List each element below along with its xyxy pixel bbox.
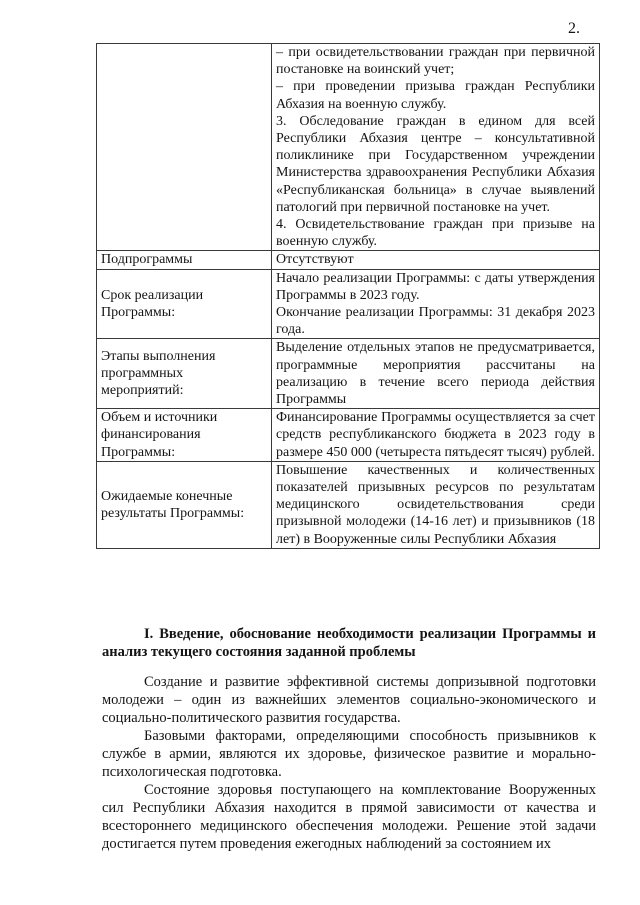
table-cell-label: Срок реализации Программы: [97, 269, 272, 339]
list-item: – при проведении призыва граждан Республики Абхазия на военную службу. [276, 79, 595, 112]
value-line: Начало реализации Программы: с даты утверждения Программы в 2023 году. [276, 270, 595, 303]
table-row [97, 409, 600, 462]
section-body [102, 667, 596, 853]
table-row [97, 269, 600, 339]
table-cell-value [272, 269, 600, 339]
section-title: I. Введение, обоснование необходимости реализации Программы и анализ текущего состояния заданной проблемы [102, 626, 596, 660]
list-item: 4. Освидетельствование граждан при призыве на военную службу. [276, 217, 595, 250]
paragraph: Состояние здоровья поступающего на комплектование Вооруженных сил Республики Абхазия находится в прямой зависимости от качества и всестороннего медицинского обеспечения молодежи. Решение этой задачи достигается путем проведения ежегодных наблюдений за состоянием их [102, 782, 596, 852]
table-row [97, 44, 600, 251]
list-item: – при освидетельствовании граждан при первичной постановке на воинский учет; [276, 45, 595, 78]
table-cell-value: Отсутствуют [272, 251, 600, 269]
value-line: Окончание реализации Программы: 31 декабря 2023 года. [276, 305, 595, 338]
table-cell-label: Ожидаемые конечные результаты Программы: [97, 461, 272, 548]
program-passport-table [96, 43, 600, 549]
paragraph: Базовыми факторами, определяющими способность призывников к службе в армии, являются их здоровье, физическое развитие и морально-психологическая подготовка. [102, 728, 596, 780]
table-row [97, 461, 600, 548]
table-cell-value [272, 44, 600, 251]
table-cell-label: Объем и источники финансирования Программы: [97, 409, 272, 462]
table-cell-value: Выделение отдельных этапов не предусматривается, программные мероприятия рассчитаны на реализацию в течение всего периода действия Программы [272, 339, 600, 409]
table-cell-value: Финансирование Программы осуществляется за счет средств республиканского бюджета в 2023 году в размере 450 000 (четыреста пятьдесят тысяч) рублей. [272, 409, 600, 462]
table-row [97, 339, 600, 409]
table-cell-value: Повышение качественных и количественных показателей призывных ресурсов по результатам медицинского освидетельствования среди призывной молодежи (14-16 лет) и призывников (18 лет) в Вооруженные силы Республики Абхазия [272, 461, 600, 548]
paragraph: Создание и развитие эффективной системы допризывной подготовки молодежи – один из важнейших элементов социально-экономического и социально-политического развития государства. [102, 674, 596, 726]
table-cell-label-empty [97, 44, 272, 251]
list-item: 3. Обследование граждан в едином для всей Республики Абхазия центре – консультативной поликлинике при Государственном учреждении Министерства здравоохранения Республики Абхазия «Республиканская больница» в случае выявлений патологий при первичной постановке на учет. [276, 113, 595, 215]
table-cell-label: Этапы выполнения программных мероприятий: [97, 339, 272, 409]
table-row [97, 251, 600, 269]
table-cell-label: Подпрограммы [97, 251, 272, 269]
page-number: 2. [568, 20, 580, 37]
